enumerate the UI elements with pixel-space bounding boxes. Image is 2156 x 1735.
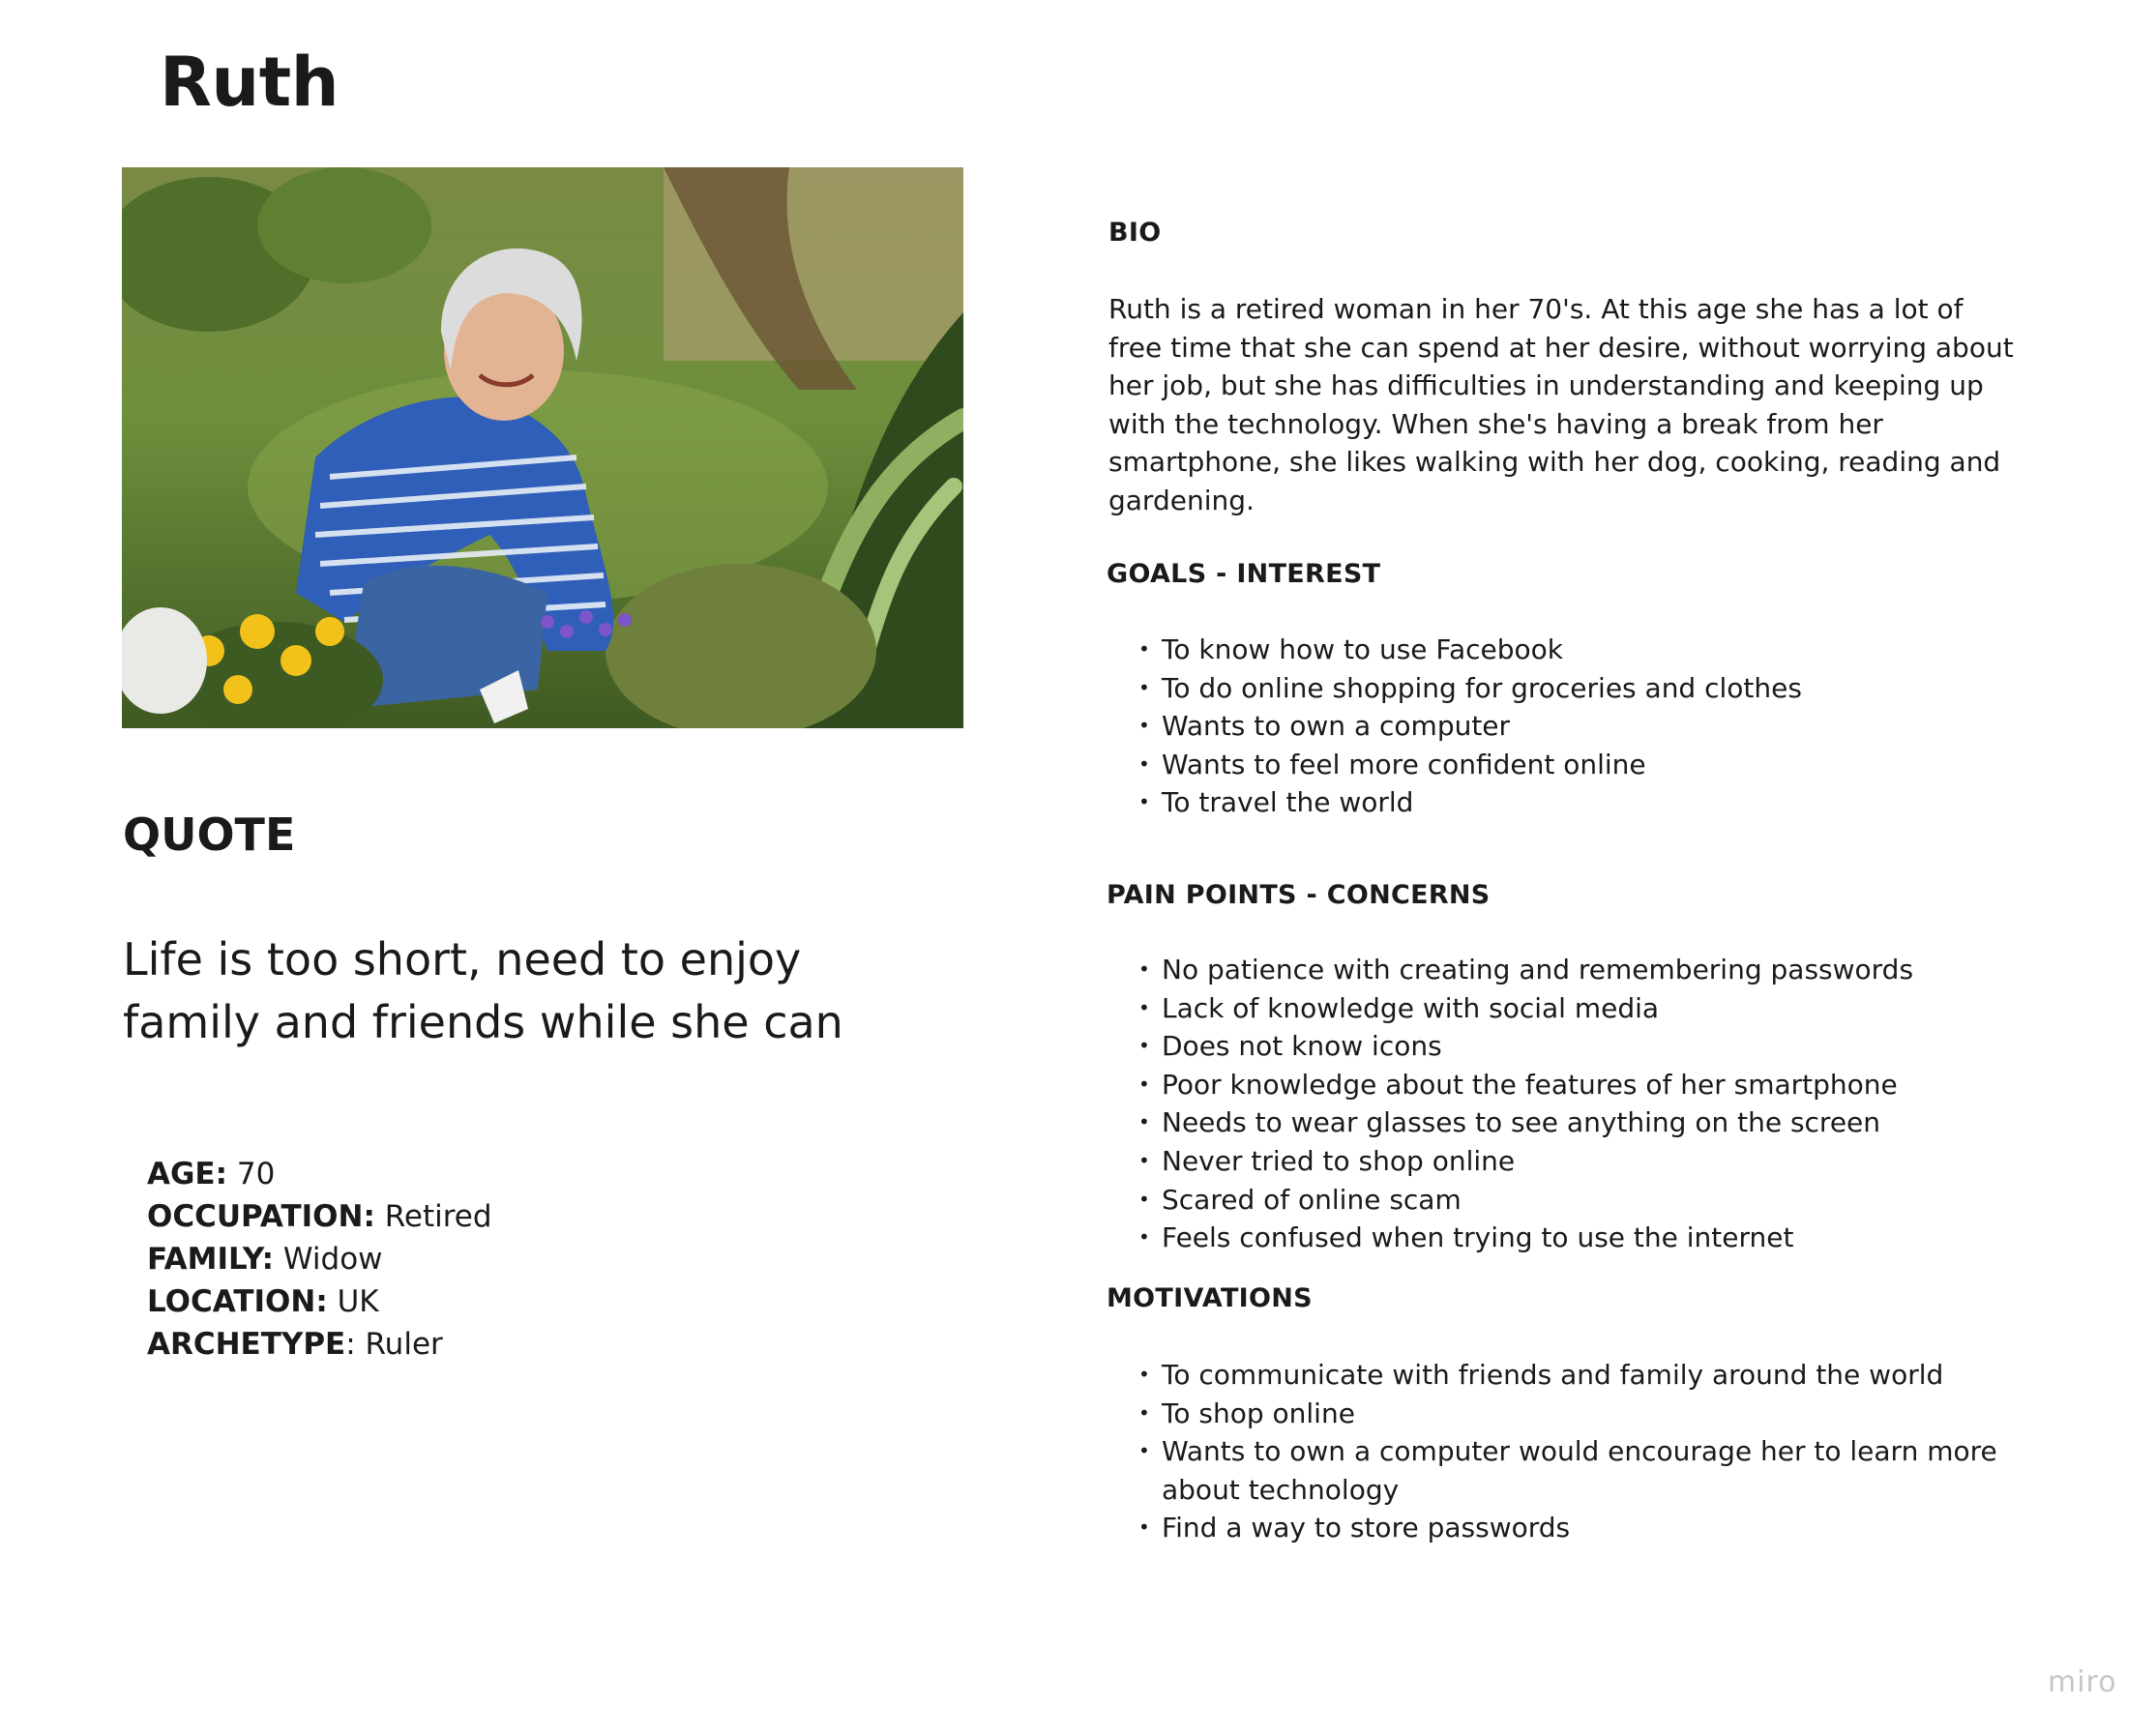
list-item: • Never tried to shop online [1138,1142,2009,1181]
bio-text: Ruth is a retired woman in her 70's. At this age she has a lot of free time that she can spend at her desire, without worrying about her job, but she has difficulties in understanding and keeping up with the technology. When she's having a break from her smartphone, she likes walking with her dog, cooking, reading and gardening. [1108,293,2014,516]
miro-watermark: miro [2048,1665,2117,1699]
fact-occupation [147,1195,492,1238]
fact-label: AGE: [147,1157,228,1191]
fact-value: Widow [274,1242,383,1277]
list-item: • Does not know icons [1138,1027,2009,1066]
pain-points-list [1138,951,2009,1257]
quote-text: Life is too short, need to enjoy family and friends while she can [123,933,843,1048]
fact-family [147,1238,492,1280]
fact-age [147,1153,492,1195]
list-item: • Needs to wear glasses to see anything on the screen [1138,1103,2009,1142]
fact-label: ARCHETYPE [147,1327,346,1362]
goals-list [1138,631,2009,822]
list-item: • Feels confused when trying to use the internet [1138,1219,2009,1257]
list-item: • Wants to own a computer [1138,707,2009,746]
list-item: • Find a way to store passwords [1138,1509,2009,1547]
persona-facts [147,1153,492,1366]
fact-location [147,1280,492,1323]
list-item: • Wants to own a computer would encourage her to learn more about technology [1138,1432,2009,1509]
fact-label: FAMILY: [147,1242,275,1277]
persona-name: Ruth [160,43,340,122]
list-item: • No patience with creating and remembering passwords [1138,951,2009,989]
list-item: • To shop online [1138,1395,2009,1433]
pain-points-heading: PAIN POINTS - CONCERNS [1107,880,1491,910]
motivations-heading: MOTIVATIONS [1107,1283,1313,1313]
fact-value: : Ruler [345,1327,443,1362]
list-item: • To communicate with friends and family around the world [1138,1356,2009,1395]
motivations-list [1138,1356,2009,1547]
bio-heading: BIO [1108,218,1162,248]
fact-label: LOCATION: [147,1284,328,1319]
fact-value: Retired [374,1199,492,1234]
persona-photo [122,167,963,728]
quote-heading: QUOTE [123,809,296,861]
list-item: • To do online shopping for groceries and clothes [1138,669,2009,708]
fact-label: OCCUPATION: [147,1199,375,1234]
fact-archetype [147,1323,492,1366]
list-item: • Poor knowledge about the features of her smartphone [1138,1066,2009,1104]
list-item: • To travel the world [1138,783,2009,822]
list-item: • Wants to feel more confident online [1138,746,2009,784]
fact-value: UK [327,1284,379,1319]
fact-value: 70 [227,1157,276,1191]
goals-heading: GOALS - INTEREST [1107,559,1381,589]
gardening-photo-illustration [122,167,963,728]
list-item: • Scared of online scam [1138,1181,2009,1220]
list-item: • To know how to use Facebook [1138,631,2009,669]
list-item: • Lack of knowledge with social media [1138,989,2009,1028]
